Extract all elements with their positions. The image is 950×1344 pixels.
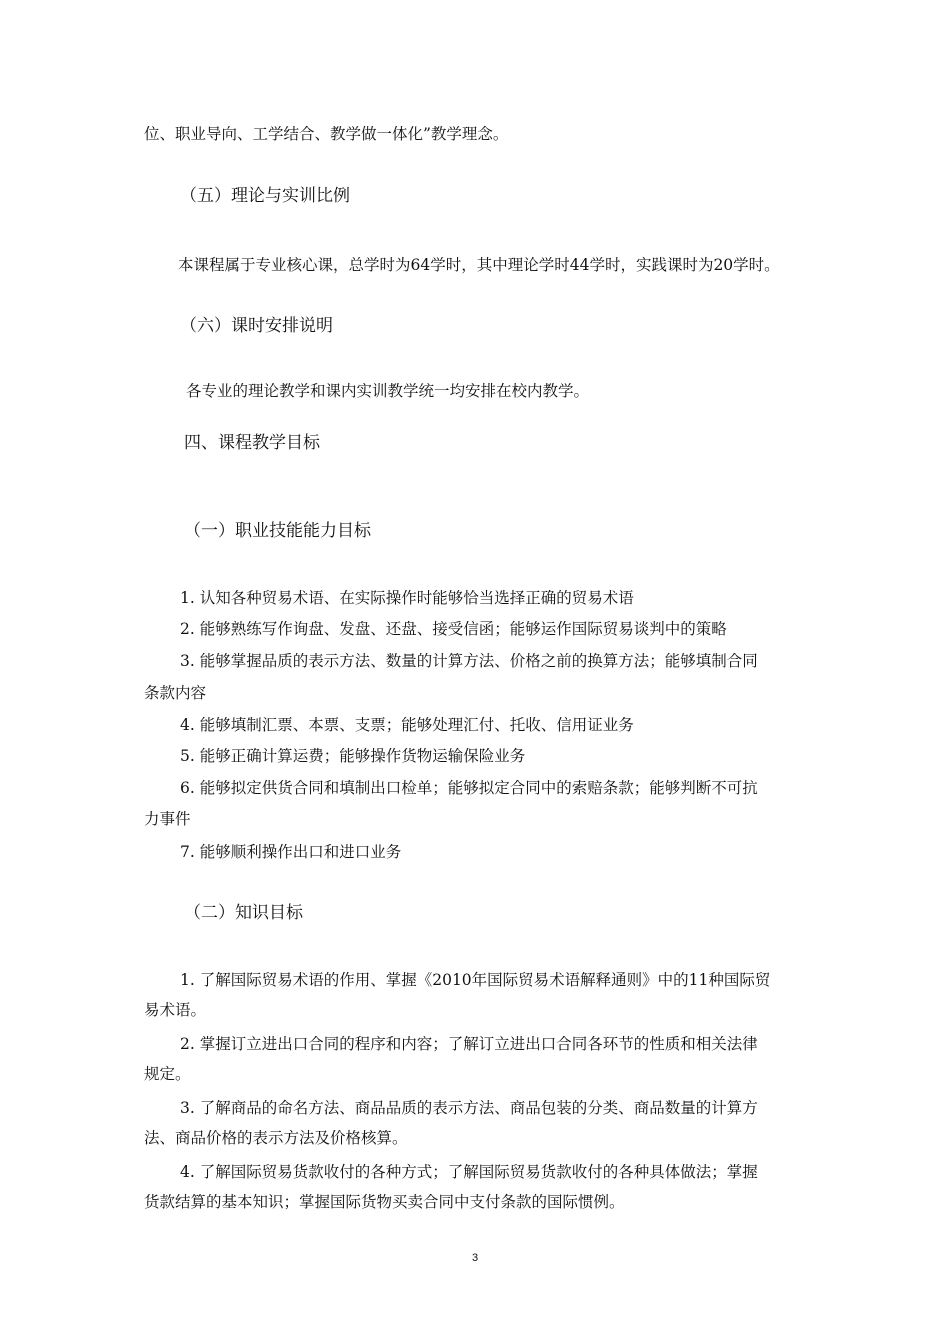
skills-item-3: 3. 能够掌握品质的表示方法、数量的计算方法、价格之前的换算方法；能够填制合同 — [180, 652, 758, 670]
skills-item-2: 2. 能够熟练写作询盘、发盘、还盘、接受信函；能够运作国际贸易谈判中的策略 — [180, 620, 727, 638]
skills-item-1: 1. 认知各种贸易术语、在实际操作时能够恰当选择正确的贸易术语 — [180, 589, 634, 607]
skills-item-4: 4. 能够填制汇票、本票、支票；能够处理汇付、托收、信用证业务 — [180, 716, 634, 734]
knowledge-item-2: 2. 掌握订立进出口合同的程序和内容；了解订立进出口合同各环节的性质和相关法律 — [180, 1035, 758, 1053]
knowledge-item-4-cont: 货款结算的基本知识；掌握国际货物买卖合同中支付条款的国际惯例。 — [144, 1193, 625, 1211]
skills-item-3-cont: 条款内容 — [144, 684, 207, 702]
knowledge-item-4: 4. 了解国际贸易货款收付的各种方式；了解国际贸易货款收付的各种具体做法；掌握 — [180, 1163, 758, 1181]
intro-line: 位、职业导向、工学结合、教学做一体化”教学理念。 — [144, 125, 509, 143]
section-6-heading: （六）课时安排说明 — [180, 316, 333, 336]
skills-item-6: 6. 能够拟定供货合同和填制出口检单；能够拟定合同中的索赔条款；能够判断不可抗 — [180, 779, 758, 797]
section-5-heading: （五）理论与实训比例 — [180, 186, 350, 206]
page-number: 3 — [471, 1252, 479, 1264]
section-6-text: 各专业的理论教学和课内实训教学统一均安排在校内教学。 — [186, 382, 590, 400]
section-5-text: 本课程属于专业核心课，总学时为64学时，其中理论学时44学时，实践课时为20学时。 — [178, 256, 780, 274]
skills-heading: （一）职业技能能力目标 — [184, 521, 371, 541]
knowledge-item-2-cont: 规定。 — [144, 1065, 191, 1083]
knowledge-item-3: 3. 了解商品的命名方法、商品品质的表示方法、商品包装的分类、商品数量的计算方 — [180, 1099, 758, 1117]
knowledge-item-3-cont: 法、商品价格的表示方法及价格核算。 — [144, 1129, 408, 1147]
skills-item-5: 5. 能够正确计算运费；能够操作货物运输保险业务 — [180, 747, 526, 765]
skills-item-6-cont: 力事件 — [144, 810, 191, 828]
chapter-4-heading: 四、课程教学目标 — [184, 433, 320, 453]
knowledge-item-1: 1. 了解国际贸易术语的作用、掌握《2010年国际贸易术语解释通则》中的11种国际贸 — [180, 971, 771, 989]
knowledge-item-1-cont: 易术语。 — [144, 1001, 207, 1019]
knowledge-heading: （二）知识目标 — [184, 903, 303, 923]
skills-item-7: 7. 能够顺利操作出口和进口业务 — [180, 843, 402, 861]
